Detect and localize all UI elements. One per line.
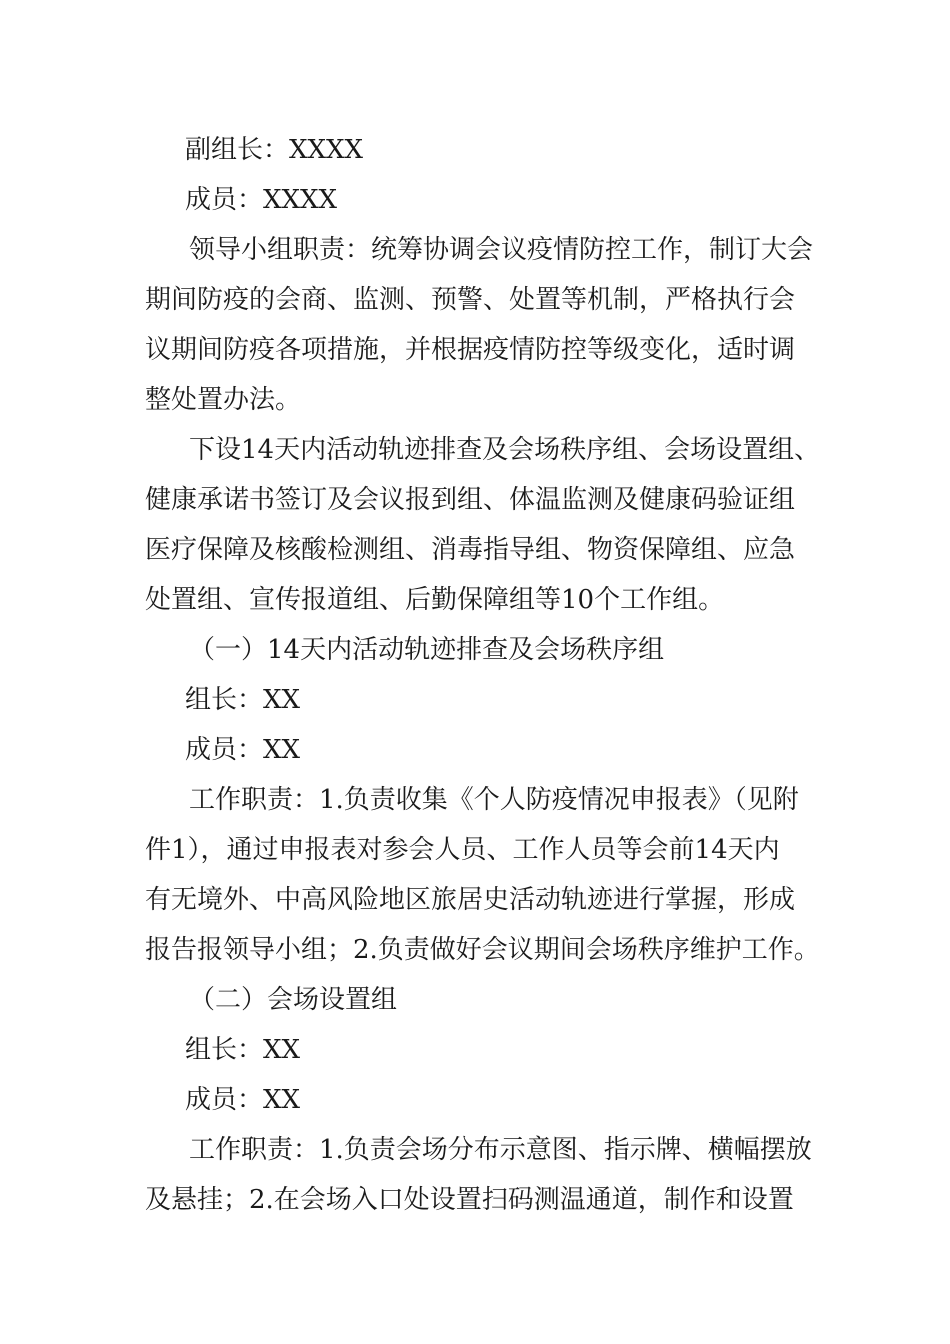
leader-line: 组长：XX [185, 1035, 301, 1065]
paragraph-line: 议期间防疫各项措施，并根据疫情防控等级变化，适时调 [145, 335, 796, 365]
members-line: 成员：XXXX [185, 185, 338, 215]
section-heading: （二）会场设置组 [189, 985, 398, 1015]
document-body [145, 125, 821, 1225]
section-heading: （一）14天内活动轨迹排查及会场秩序组 [189, 635, 665, 665]
paragraph-line: 工作职责：1.负责会场分布示意图、指示牌、横幅摆放 [189, 1135, 812, 1165]
paragraph-line: 及悬挂；2.在会场入口处设置扫码测温通道，制作和设置 [145, 1185, 794, 1215]
paragraph-line: 领导小组职责：统筹协调会议疫情防控工作，制订大会 [189, 235, 814, 265]
paragraph-line: 下设14天内活动轨迹排查及会场秩序组、会场设置组、 [189, 435, 821, 465]
paragraph-line: 报告报领导小组；2.负责做好会议期间会场秩序维护工作。 [145, 935, 820, 965]
paragraph-line: 处置组、宣传报道组、后勤保障组等10个工作组。 [145, 585, 725, 615]
paragraph-line: 期间防疫的会商、监测、预警、处置等机制，严格执行会 [145, 285, 796, 315]
members-line: 成员：XX [185, 735, 301, 765]
leader-line: 组长：XX [185, 685, 301, 715]
deputy-leader-line: 副组长：XXXX [185, 135, 364, 165]
members-line: 成员：XX [185, 1085, 301, 1115]
paragraph-line: 有无境外、中高风险地区旅居史活动轨迹进行掌握，形成 [145, 885, 796, 915]
paragraph-line: 工作职责：1.负责收集《个人防疫情况申报表》（见附 [189, 785, 799, 815]
paragraph-line: 件1），通过申报表对参会人员、工作人员等会前14天内 [145, 835, 780, 865]
paragraph-line: 医疗保障及核酸检测组、消毒指导组、物资保障组、应急 [145, 535, 796, 565]
paragraph-line: 健康承诺书签订及会议报到组、体温监测及健康码验证组 [145, 485, 796, 515]
paragraph-line: 整处置办法。 [145, 385, 302, 415]
